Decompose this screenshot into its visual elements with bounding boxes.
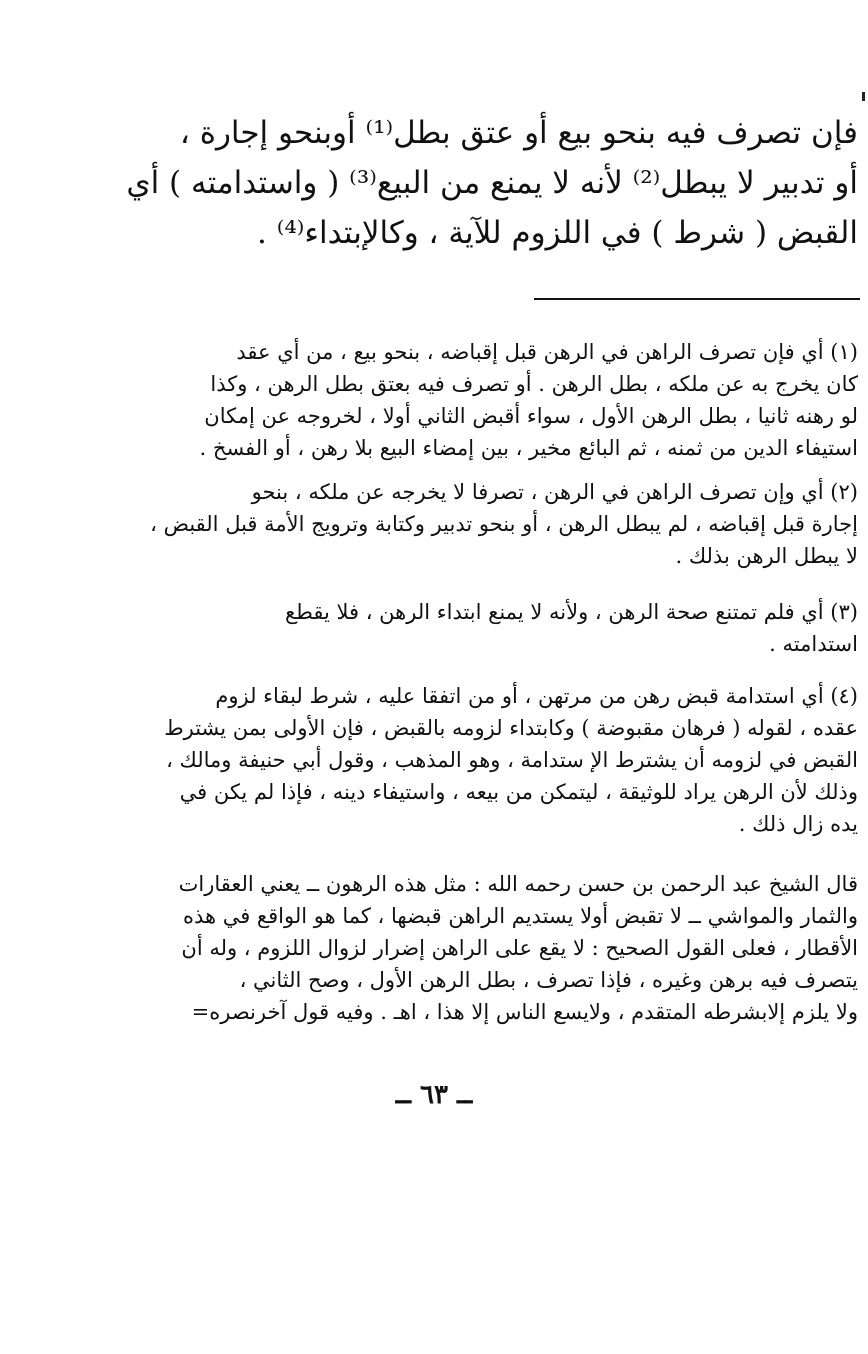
footnote-line: ولا يلزم إلابشرطه المتقدم ، ولايسع الناس إلا هذا ، اهـ . وفيه قول آخرنصره=	[191, 1000, 858, 1024]
footnote-divider	[534, 298, 860, 300]
footnote-line: استدامته .	[769, 632, 858, 656]
footnote-line: يتصرف فيه برهن وغيره ، فإذا تصرف ، بطل الرهن الأول ، وصح الثاني ،	[239, 968, 858, 992]
footnote-line: لا يبطل الرهن بذلك .	[675, 544, 858, 568]
footnote-line: الأقطار ، فعلى القول الصحيح : لا يقع على الراهن إضرار لزوال اللزوم ، وله أن	[181, 936, 858, 960]
footnote-line: (١) أي فإن تصرف الراهن في الرهن قبل إقباضه ، بنحو بيع ، من أي عقد	[236, 340, 858, 364]
footnote-line: (٣) أي فلم تمتنع صحة الرهن ، ولأنه لا يمنع ابتداء الرهن ، فلا يقطع	[284, 600, 858, 624]
page-number: ــ ٦٣ ــ	[395, 1080, 473, 1110]
main-text-line: أو تدبير لا يبطل⁽²⁾ لأنه لا يمنع من البيع⁽³⁾ ( واستدامته ) أي	[126, 165, 858, 201]
main-text-line: القبض ( شرط ) في اللزوم للآية ، وكالإبتداء⁽⁴⁾ .	[257, 215, 858, 251]
footnote-line: عقده ، لقوله ( فرهان مقبوضة ) وكابتداء لزومه بالقبض ، فإن الأولى بمن يشترط	[164, 716, 858, 740]
footnotes-block	[128, 336, 858, 1028]
footnote-4	[128, 680, 858, 840]
main-text-block	[118, 108, 858, 258]
footnote-line: والثمار والمواشي ــ لا تقبض أولا يستديم الراهن قبضها ، كما هو الواقع في هذه	[182, 904, 858, 928]
footnote-line: القبض في لزومه أن يشترط الإ ستدامة ، وهو المذهب ، وقول أبي حنيفة ومالك ،	[166, 748, 858, 772]
footnote-line: يده زال ذلك .	[738, 812, 858, 836]
footnote-2	[128, 476, 858, 572]
scan-edge-mark	[862, 92, 865, 101]
footnote-line: (٢) أي وإن تصرف الراهن في الرهن ، تصرفا لا يخرجه عن ملكه ، بنحو	[251, 480, 858, 504]
footnote-line: وذلك لأن الرهن يراد للوثيقة ، ليتمكن من بيعه ، واستيفاء دينه ، فإذا لم يكن في	[179, 780, 858, 804]
main-text-line: فإن تصرف فيه بنحو بيع أو عتق بطل⁽¹⁾ أوبنحو إجارة ،	[179, 115, 858, 151]
footnote-line: إجارة قبل إقباضه ، لم يبطل الرهن ، أو بنحو تدبير وكتابة وترويج الأمة قبل القبض ،	[150, 512, 858, 536]
footnote-line: (٤) أي استدامة قبض رهن من مرتهن ، أو من اتفقا عليه ، شرط لبقاء لزوم	[215, 684, 858, 708]
footnote-3	[128, 596, 858, 660]
footnote-1	[128, 336, 858, 464]
footnote-line: كان يخرج به عن ملكه ، بطل الرهن . أو تصرف فيه بعتق بطل الرهن ، وكذا	[210, 372, 858, 396]
footnote-line: استيفاء الدين من ثمنه ، ثم البائع مخير ، بين إمضاء البيع بلا رهن ، أو الفسخ .	[199, 436, 858, 460]
footnote-line: قال الشيخ عبد الرحمن بن حسن رحمه الله : مثل هذه الرهون ــ يعني العقارات	[178, 872, 858, 896]
footnote-quote	[128, 868, 858, 1028]
footnote-line: لو رهنه ثانيا ، بطل الرهن الأول ، سواء أقبض الثاني أولا ، لخروجه عن إمكان	[204, 404, 858, 428]
